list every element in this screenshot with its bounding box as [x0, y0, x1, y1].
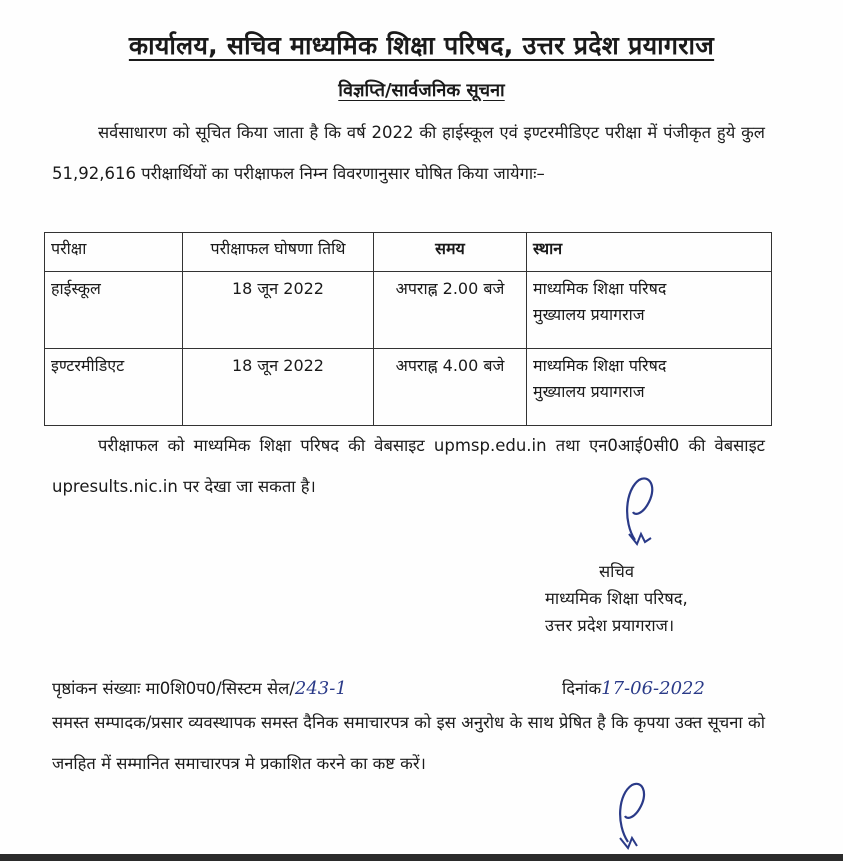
- date-value: 17-06-2022: [601, 678, 705, 699]
- place-line2: मुख्यालय प्रयागराज: [533, 305, 645, 324]
- signatory-location: उत्तर प्रदेश प्रयागराज।: [545, 616, 675, 635]
- footer-bar: [0, 854, 843, 861]
- signatory-block: [545, 558, 688, 639]
- website-paragraph: परीक्षाफल को माध्यमिक शिक्षा परिषद की वेबसाइट upmsp.edu.in तथा एन0आई0सी0 की वेबसाइट upresults.nic.in पर देखा जा सकता है।: [52, 436, 765, 496]
- signature-mark-1: [615, 472, 665, 552]
- cell-exam: हाईस्कूल: [45, 272, 183, 349]
- cell-date: 18 जून 2022: [183, 272, 374, 349]
- notice-title: विज्ञप्ति/सार्वजनिक सूचना: [338, 80, 505, 101]
- reference-number: 243-1: [294, 678, 347, 699]
- cell-exam: इण्टरमीडिएट: [45, 349, 183, 426]
- reference-label: पृष्ठांकन संख्याः मा0शि0प0/सिस्टम सेल/: [52, 679, 295, 698]
- header-exam: परीक्षा: [45, 233, 183, 272]
- place-line2: मुख्यालय प्रयागराज: [533, 382, 645, 401]
- signatory-designation: सचिव: [599, 562, 635, 581]
- cell-time: अपराह्न 2.00 बजे: [374, 272, 527, 349]
- table-row: [45, 349, 772, 426]
- signatory-organisation: माध्यमिक शिक्षा परिषद,: [545, 589, 688, 608]
- cell-time: अपराह्न 4.00 बजे: [374, 349, 527, 426]
- cell-place: [527, 349, 772, 426]
- header-time: समय: [374, 233, 527, 272]
- place-line1: माध्यमिक शिक्षा परिषद: [533, 356, 667, 375]
- date-label: दिनांक: [562, 679, 602, 698]
- date-line: [562, 676, 705, 699]
- cell-place: [527, 272, 772, 349]
- results-schedule-table: [44, 232, 772, 426]
- reference-line: [52, 676, 347, 699]
- place-line1: माध्यमिक शिक्षा परिषद: [533, 279, 667, 298]
- signature-mark-2: [606, 778, 656, 854]
- table-header-row: [45, 233, 772, 272]
- forwarding-paragraph: समस्त सम्पादक/प्रसार व्यवस्थापक समस्त दैनिक समाचारपत्र को इस अनुरोध के साथ प्रेषित है कि कृपया उक्त सूचना को जनहित में सम्मानित समाचारपत्र मे प्रकाशित करने का कष्ट करें।: [52, 713, 765, 773]
- intro-paragraph: सर्वसाधारण को सूचित किया जाता है कि वर्ष 2022 की हाईस्कूल एवं इण्टरमीडिएट परीक्षा में पंजीकृत हुये कुल 51,92,616 परीक्षार्थियों का परीक्षाफल निम्न विवरणानुसार घोषित किया जायेगाः–: [52, 123, 765, 183]
- header-date: परीक्षाफल घोषणा तिथि: [183, 233, 374, 272]
- cell-date: 18 जून 2022: [183, 349, 374, 426]
- office-title: कार्यालय, सचिव माध्यमिक शिक्षा परिषद, उत्तर प्रदेश प्रयागराज: [128, 31, 715, 60]
- table-row: [45, 272, 772, 349]
- header-place: स्थान: [527, 233, 772, 272]
